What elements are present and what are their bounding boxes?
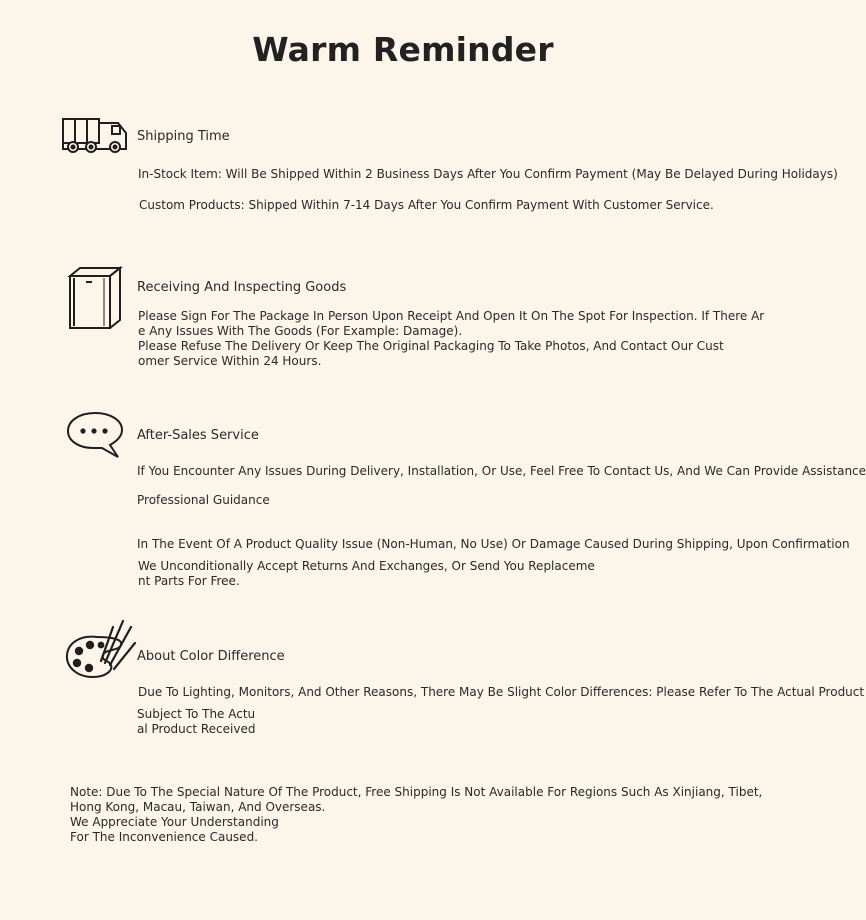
- shipping-heading: Shipping Time: [137, 129, 230, 144]
- receiving-sign-text: Please Sign For The Package In Person Upon Receipt And Open It On The Spot For Inspection. If There Ar e Any Issues With The Goods (For Example: Damage).: [138, 309, 765, 338]
- after-sales-heading: After-Sales Service: [137, 428, 259, 443]
- color-lighting-text: Due To Lighting, Monitors, And Other Reasons, There May Be Slight Color Differences: Please Refer To The Actual Product: [138, 685, 865, 699]
- note-appreciate-text: We Appreciate Your Understanding For The Inconvenience Caused.: [70, 815, 279, 844]
- color-heading: About Color Difference: [137, 649, 285, 664]
- shipping-custom-text: Custom Products: Shipped Within 7-14 Days After You Confirm Payment With Customer Service.: [139, 198, 714, 212]
- truck-icon: [60, 115, 130, 157]
- after-sales-encounter-text: If You Encounter Any Issues During Delivery, Installation, Or Use, Feel Free To Contact Us, And We Can Provide Assistance: [137, 464, 866, 478]
- after-sales-guidance-text: Professional Guidance: [137, 493, 270, 507]
- speech-bubble-icon: [66, 410, 124, 460]
- after-sales-quality-text: In The Event Of A Product Quality Issue (Non-Human, No Use) Or Damage Caused During Shipping, Upon Confirmation: [137, 537, 850, 551]
- color-subject-text: Subject To The Actu al Product Received: [137, 707, 256, 736]
- after-sales-returns-text: We Unconditionally Accept Returns And Exchanges, Or Send You Replaceme nt Parts For Free.: [138, 559, 595, 588]
- receiving-refuse-text: Please Refuse The Delivery Or Keep The Original Packaging To Take Photos, And Contact Our Cust omer Service Within 24 Hours.: [138, 339, 724, 368]
- receiving-heading: Receiving And Inspecting Goods: [137, 280, 347, 295]
- shipping-in-stock-text: In-Stock Item: Will Be Shipped Within 2 Business Days After You Confirm Payment (May Be Delayed During Holidays): [138, 167, 838, 181]
- paint-palette-icon: [65, 615, 137, 681]
- note-shipping-text: Note: Due To The Special Nature Of The Product, Free Shipping Is Not Available For Regions Such As Xinjiang, Tibet, Hong Kong, Macau, Taiwan, And Overseas.: [70, 785, 763, 814]
- package-box-icon: [66, 266, 126, 334]
- page-title: Warm Reminder: [252, 30, 554, 69]
